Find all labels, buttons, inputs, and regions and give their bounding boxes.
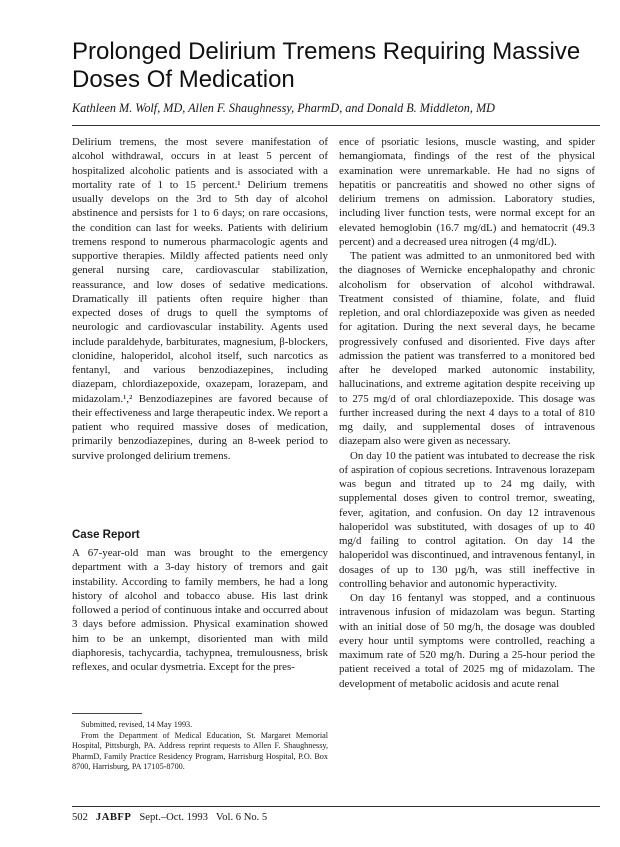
issue-date: Sept.–Oct. 1993 <box>139 812 208 823</box>
right-paragraph-2: The patient was admitted to an unmonitored bed with the diagnoses of Wernicke encephalopathy and chronic alcoholism for observation of alcohol withdrawal. Treatment consisted of thiamine, folate, and fluid repletion, and oral chlordiazepoxide was given as needed for agitation. During the next several days, he became progressively confused and disoriented. Five days after admission the patient was transferred to a monitored bed after he developed marked autonomic instability, hallucinations, and extreme agitation despite receiving up to 275 mg/d of oral chlordiazepoxide. This dosage was further increased during the next 4 days to a total of 810 mg daily, and supplemental doses of intravenous diazepam also were given as necessary. <box>339 250 595 448</box>
page-number: 502 <box>72 812 88 823</box>
right-column <box>339 135 595 691</box>
article-title: Prolonged Delirium Tremens Requiring Massive Doses Of Medication <box>72 38 581 93</box>
intro-paragraph: Delirium tremens, the most severe manifestation of alcohol withdrawal, occurs in at least 5 percent of hospitalized alcoholic patients and is associated with a mortality rate of 1 to 15 percent.¹ Delirium tremens usually develops on the 3rd to 5th day of alcohol abstinence and persists for 1 to 6 days; on rare occasions, the condition can last for weeks. Patients with delirium tremens respond to numerous pharmacologic agents and supportive therapies. Mildly affected patients need only general nursing care, cardiovascular stabilization, reassurance, and low doses of sedative medications. Dramatically ill patients often require higher than expected doses of drugs to quell the symptoms of neurologic and cardiovascular instability. Agents used include paraldehyde, barbiturates, magnesium, β-blockers, clonidine, haloperidol, alcohol itself, such narcotics as fentanyl, and various benzodiazepines, including diazepam, chlordiazepoxide, oxazepam, lorazepam, and midazolam.¹,² Benzodiazepines are favored because of their effectiveness and large therapeutic index. We report a patient who required massive doses of medication, primarily benzodiazepines, during an 8-week period to survive prolonged delirium tremens. <box>72 136 328 462</box>
left-column <box>72 135 328 463</box>
footnote-submitted: Submitted, revised, 14 May 1993. <box>81 720 193 729</box>
footnote-divider <box>72 713 142 714</box>
author-byline: Kathleen M. Wolf, MD, Allen F. Shaughnessy, PharmD, and Donald B. Middleton, MD <box>72 101 495 115</box>
case-report-paragraph-1: A 67-year-old man was brought to the emergency department with a 3-day history of tremors and gait instability. According to family members, he had a long history of alcohol and tobacco abuse. His last drink followed a period of continuous intake and occurred about 3 days before admission. Physical examination showed him to be an unkempt, disoriented man with mild diaphoresis, tachycardia, tachypnea, tremulousness, brisk reflexes, and ocular dysmetria. Except for the pres- <box>72 547 328 673</box>
case-report-body <box>72 546 328 674</box>
right-paragraph-3: On day 10 the patient was intubated to decrease the risk of aspiration of copious secretions. Intravenous lorazepam was begun and titrated up to 24 mg daily, with supplemental doses given to control tremor, sweating, fever, agitation, and confusion. On day 12 intravenous haloperidol was substituted, with dosages of up to 40 mg/d failing to control agitation. On day 14 the haloperidol was discontinued, and intravenous fentanyl, in dosages of up to 130 µg/h, was still ineffective in controlling behavior and autonomic hyperactivity. <box>339 449 595 590</box>
footnotes <box>72 720 328 773</box>
journal-name: JABFP <box>95 812 132 823</box>
right-paragraph-4: On day 16 fentanyl was stopped, and a continuous intravenous infusion of midazolam was begun. Starting with an initial dose of 50 mg/h, the dosage was doubled every hour until symptoms were controlled, reaching a maximum rate of 520 mg/h. During a 25-hour period the patient received a total of 2025 mg of midazolam. The development of metabolic acidosis and acute renal <box>339 592 595 690</box>
case-report-heading: Case Report <box>72 529 140 541</box>
footnote-affiliation: From the Department of Medical Education, St. Margaret Memorial Hospital, Pittsburgh, PA. Address reprint requests to Allen F. Shaughnessy, PharmD, Family Practice Residency Program, Harrisburg Hospital, P.O. Box 8700, Harrisburg, PA 17105-8700. <box>72 730 328 772</box>
footer-divider <box>72 806 600 807</box>
page-footer <box>72 812 267 823</box>
volume-number: Vol. 6 No. 5 <box>215 812 268 823</box>
right-continuation-paragraph: ence of psoriatic lesions, muscle wasting, and spider hemangiomata, findings of the rest of the physical examination were unremarkable. He had no signs of hepatitis or pancreatitis and showed no other signs of delirium tremens on admission. Laboratory studies, including liver function tests, were normal except for an elevated hemoglobin (16.7 mg/dL) and hematocrit (49.3 percent) and a decreased urea nitrogen (4 mg/dL). <box>339 136 595 248</box>
header-divider <box>72 125 600 126</box>
